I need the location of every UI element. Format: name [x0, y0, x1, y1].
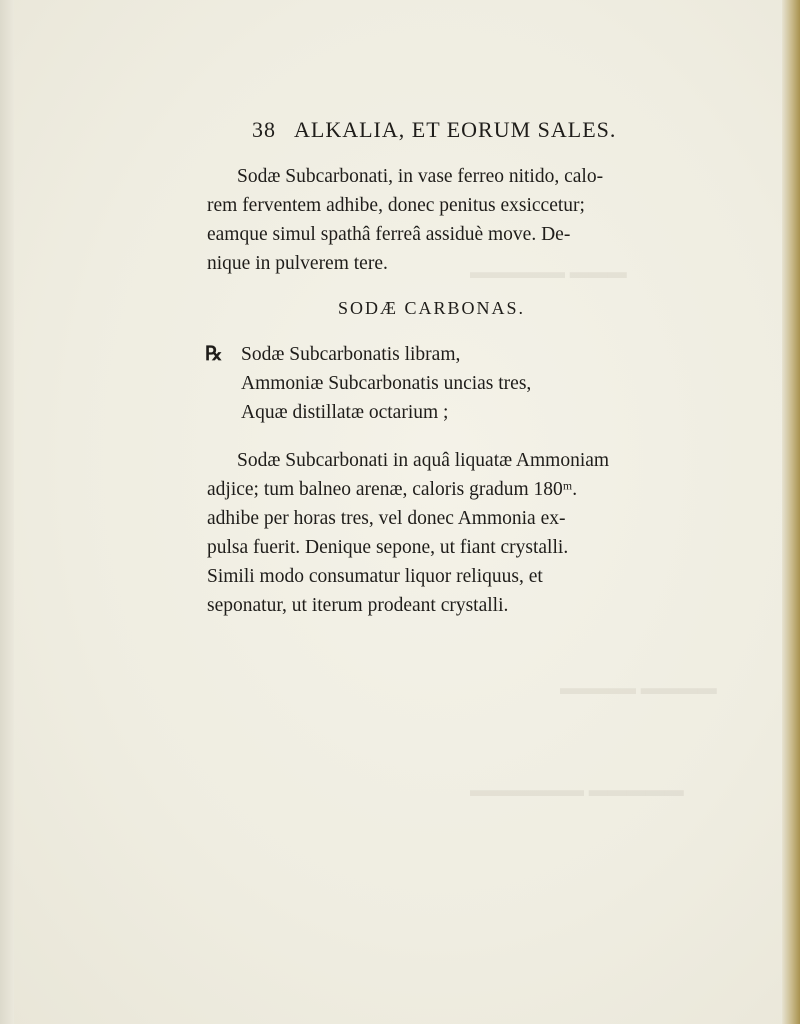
recipe-block	[205, 340, 531, 427]
text-line: seponatur, ut iterum prodeant crystalli.	[207, 595, 509, 616]
text-line: rem ferventem adhibe, donec penitus exsiccetur;	[207, 195, 585, 216]
section-title: SODÆ CARBONAS.	[338, 298, 526, 318]
recipe-line: Sodæ Subcarbonatis libram,	[241, 344, 461, 365]
text-line: Simili modo consumatur liquor reliquus, et	[207, 566, 543, 587]
text-line: adjice; tum balneo arenæ, caloris gradum 180ᵐ.	[207, 479, 578, 500]
paragraph-2	[207, 446, 647, 620]
text-line: eamque simul spathâ ferreâ assiduè move. De-	[207, 224, 571, 245]
show-through-decoration: ▬▬▬▬ ▬▬▬▬	[560, 678, 717, 699]
show-through-decoration: ▬▬▬▬▬ ▬▬▬▬▬▬	[470, 780, 684, 801]
text-line: adhibe per horas tres, vel donec Ammonia ex-	[207, 508, 566, 529]
text-line: nique in pulverem tere.	[207, 253, 388, 274]
recipe-line: Aquæ distillatæ octarium ;	[241, 402, 449, 423]
show-through-decoration: ▬▬▬ ▬▬▬▬▬	[470, 262, 627, 283]
paragraph-1	[207, 162, 647, 278]
recipe-symbol: ℞	[205, 344, 223, 365]
text-line: Sodæ Subcarbonati in aquâ liquatæ Ammoniam	[237, 450, 610, 471]
recipe-line: Ammoniæ Subcarbonatis uncias tres,	[241, 373, 532, 394]
page-right-edge	[782, 0, 800, 1024]
running-title: ALKALIA, ET EORUM SALES.	[294, 117, 617, 142]
page-left-edge	[0, 0, 14, 1024]
page-number: 38	[252, 117, 276, 142]
running-header	[252, 117, 616, 143]
text-line: pulsa fuerit. Denique sepone, ut fiant crystalli.	[207, 537, 569, 558]
text-line: Sodæ Subcarbonati, in vase ferreo nitido, calo-	[237, 166, 604, 187]
